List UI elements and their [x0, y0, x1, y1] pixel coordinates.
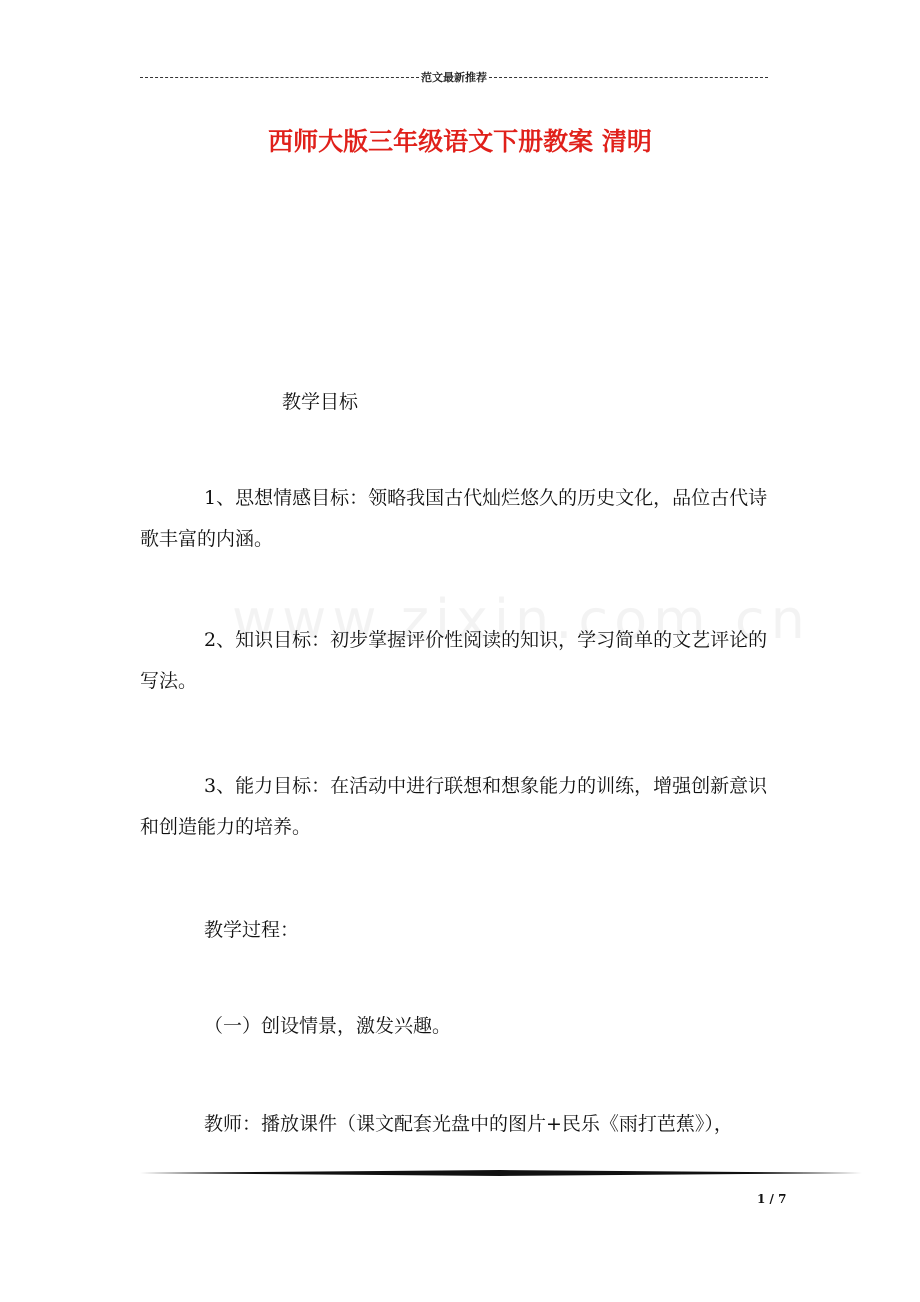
page-header: [140, 68, 768, 86]
header-dashes-left: [140, 77, 419, 78]
teacher-instruction: 教师：播放课件（课文配套光盘中的图片+民乐《雨打芭蕉》），: [204, 1113, 733, 1135]
process-step-one: （一）创设情景，激发兴趣。: [204, 1015, 452, 1037]
objective-item-2: 2、知识目标：初步掌握评价性阅读的知识，学习简单的文艺评论的写法。: [140, 629, 768, 692]
section-heading-objectives: 教学目标: [282, 391, 359, 413]
page-number: 1 / 7: [757, 1192, 787, 1206]
document-title: 西师大版三年级语文下册教案 清明: [268, 127, 652, 156]
header-dashes-right: [489, 77, 768, 78]
section-heading-process: 教学过程：: [204, 919, 300, 941]
footer-rule-shape: [140, 1170, 862, 1176]
footer-rule: [140, 1170, 862, 1176]
objective-item-3: 3、能力目标：在活动中进行联想和想象能力的训练，增强创新意识和创造能力的培养。: [140, 775, 768, 838]
header-text: 范文最新推荐: [421, 71, 487, 84]
objective-item-1: 1、思想情感目标：领略我国古代灿烂悠久的历史文化，品位古代诗歌丰富的内涵。: [140, 487, 768, 550]
